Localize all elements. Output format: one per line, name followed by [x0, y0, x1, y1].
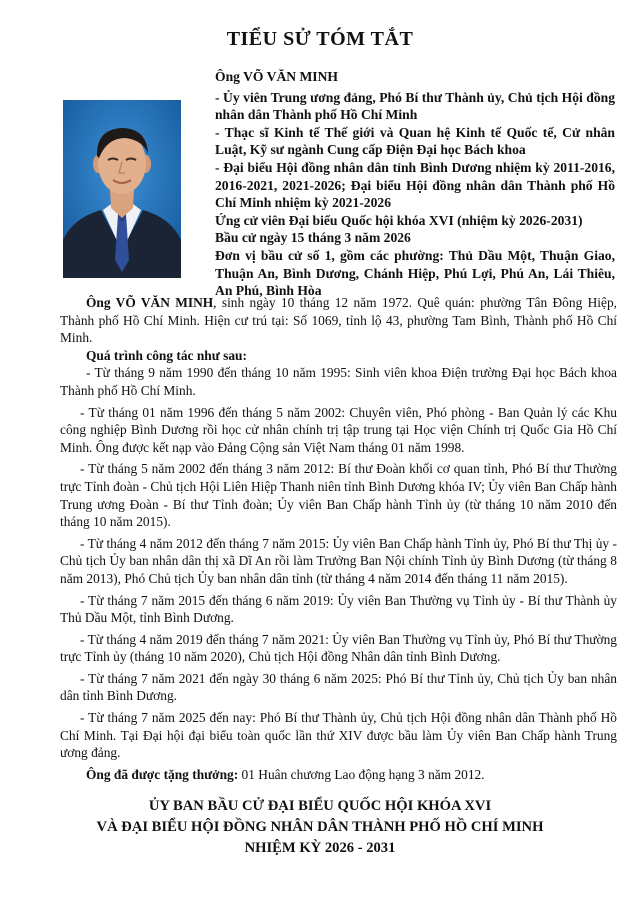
career-item: - Từ tháng 7 năm 2025 đến nay: Phó Bí thư Thành ủy, Chủ tịch Hội đồng nhân dân Thành phố Hồ Chí Minh. Tại Đại hội đại biểu toàn quốc lần thứ XIV được bầu làm Ủy viên Ban Chấp hành Trung ương đảng. — [60, 710, 617, 761]
portrait-illustration — [63, 100, 181, 278]
intro-paragraph — [60, 294, 617, 347]
summary-line-delegate: - Đại biểu Hội đồng nhân dân tỉnh Bình Dương nhiệm kỳ 2011-2016, 2016-2021, 2021-2026; Đại biểu Hội đồng nhân dân Thành phố Hồ Chí Minh nhiệm kỳ 2021-2026 — [215, 159, 615, 211]
candidate-portrait — [63, 100, 181, 278]
election-date: Bầu cử ngày 15 tháng 3 năm 2026 — [215, 230, 411, 246]
career-item: - Từ tháng 01 năm 1996 đến tháng 5 năm 2002: Chuyên viên, Phó phòng - Ban Quản lý các Khu công nghiệp Bình Dương rồi học cử nhân chính trị tập trung tại Học viện Chính trị Quốc Gia Hồ Chí Minh. Ông được kết nạp vào Đảng Cộng sản Việt Nam tháng 01 năm 1998. — [60, 404, 617, 455]
awards-label: Ông đã được tặng thưởng: — [86, 766, 239, 782]
footer-line: VÀ ĐẠI BIỂU HỘI ĐỒNG NHÂN DÂN THÀNH PHỐ HỒ CHÍ MINH — [96, 819, 544, 835]
career-item: - Từ tháng 7 năm 2021 đến ngày 30 tháng 6 năm 2025: Phó Bí thư Tỉnh ủy, Chủ tịch Ủy ban nhân dân tỉnh Bình Dương. — [60, 670, 617, 704]
document-title: TIỂU SỬ TÓM TẮT — [226, 28, 414, 50]
intro-text: , sinh ngày 10 tháng 12 năm 1972. Quê quán: phường Tân Đông Hiệp, Thành phố Hồ Chí Minh. Hiện cư trú tại: Số 1069, tỉnh lộ 43, phường Tam Bình, Thành phố Hồ Chí Minh. — [60, 295, 617, 346]
career-item: - Từ tháng 7 năm 2015 đến tháng 6 năm 2019: Ủy viên Ban Thường vụ Tỉnh ủy - Bí thư Thành ủy Thủ Dầu Một, tỉnh Bình Dương. — [60, 592, 617, 626]
candidacy-line: Ứng cử viên Đại biểu Quốc hội khóa XVI (nhiệm kỳ 2026-2031) — [215, 212, 583, 228]
career-item: - Từ tháng 4 năm 2019 đến tháng 7 năm 2021: Ủy viên Ban Thường vụ Tỉnh ủy, Phó Bí thư Thường trực Tỉnh ủy (tháng 10 năm 2020), Chủ tịch Hội đồng Nhân dân tỉnh Bình Dương. — [60, 631, 617, 665]
career-heading: Quá trình công tác như sau: — [86, 347, 247, 363]
awards-text: 01 Huân chương Lao động hạng 3 năm 2012. — [238, 766, 485, 782]
summary-line-education: - Thạc sĩ Kinh tế Thế giới và Quan hệ Kinh tế Quốc tế, Cử nhân Luật, Kỹ sư ngành Cung cấp Điện Đại học Bách khoa — [215, 124, 615, 158]
candidate-name: Ông VÕ VĂN MINH — [215, 69, 338, 84]
awards-paragraph — [60, 766, 617, 784]
career-item: - Từ tháng 5 năm 2002 đến tháng 3 năm 2012: Bí thư Đoàn khối cơ quan tỉnh, Phó Bí thư Thường trực Tỉnh đoàn - Chủ tịch Hội Liên Hiệp Thanh niên tỉnh Bình Dương khóa IV; Ủy viên Ban Chấp hành Trung ương Đoàn - Bí thư Tỉnh đoàn; Ủy viên Ban Chấp hành Tỉnh ủy (từ tháng 10 năm 2010 đến tháng 10 năm 2015). — [60, 461, 617, 530]
issuing-committee — [0, 796, 640, 859]
intro-name: Ông VÕ VĂN MINH — [86, 295, 214, 310]
summary-line-position: - Ủy viên Trung ương đảng, Phó Bí thư Thành ủy, Chủ tịch Hội đồng nhân dân Thành phố Hồ Chí Minh — [215, 89, 615, 123]
electoral-district: Đơn vị bầu cử số 1, gồm các phường: Thủ Dầu Một, Thuận Giao, Thuận An, Bình Dương, Chánh Hiệp, Phú Lợi, Phú An, Lái Thiêu, An Phú, Bình Hòa — [215, 247, 615, 299]
candidate-info — [215, 68, 615, 300]
footer-line: ỦY BAN BẦU CỬ ĐẠI BIỂU QUỐC HỘI KHÓA XVI — [148, 798, 492, 814]
biography-body — [60, 294, 617, 783]
career-item: - Từ tháng 4 năm 2012 đến tháng 7 năm 2015: Ủy viên Ban Chấp hành Tỉnh ủy, Phó Bí thư Thị ủy - Chủ tịch Ủy ban nhân dân thị xã Dĩ An rồi làm Trưởng Ban Nội chính Tỉnh ủy Bình Dương (từ tháng 8 năm 2013), Phó Chủ tịch Ủy ban nhân dân tỉnh (từ tháng 4 năm 2014 đến tháng 11 năm 2015). — [60, 535, 617, 586]
career-item: - Từ tháng 9 năm 1990 đến tháng 10 năm 1995: Sinh viên khoa Điện trường Đại học Bách khoa Thành phố Hồ Chí Minh. — [60, 365, 617, 398]
footer-line: NHIỆM KỲ 2026 - 2031 — [244, 840, 396, 856]
